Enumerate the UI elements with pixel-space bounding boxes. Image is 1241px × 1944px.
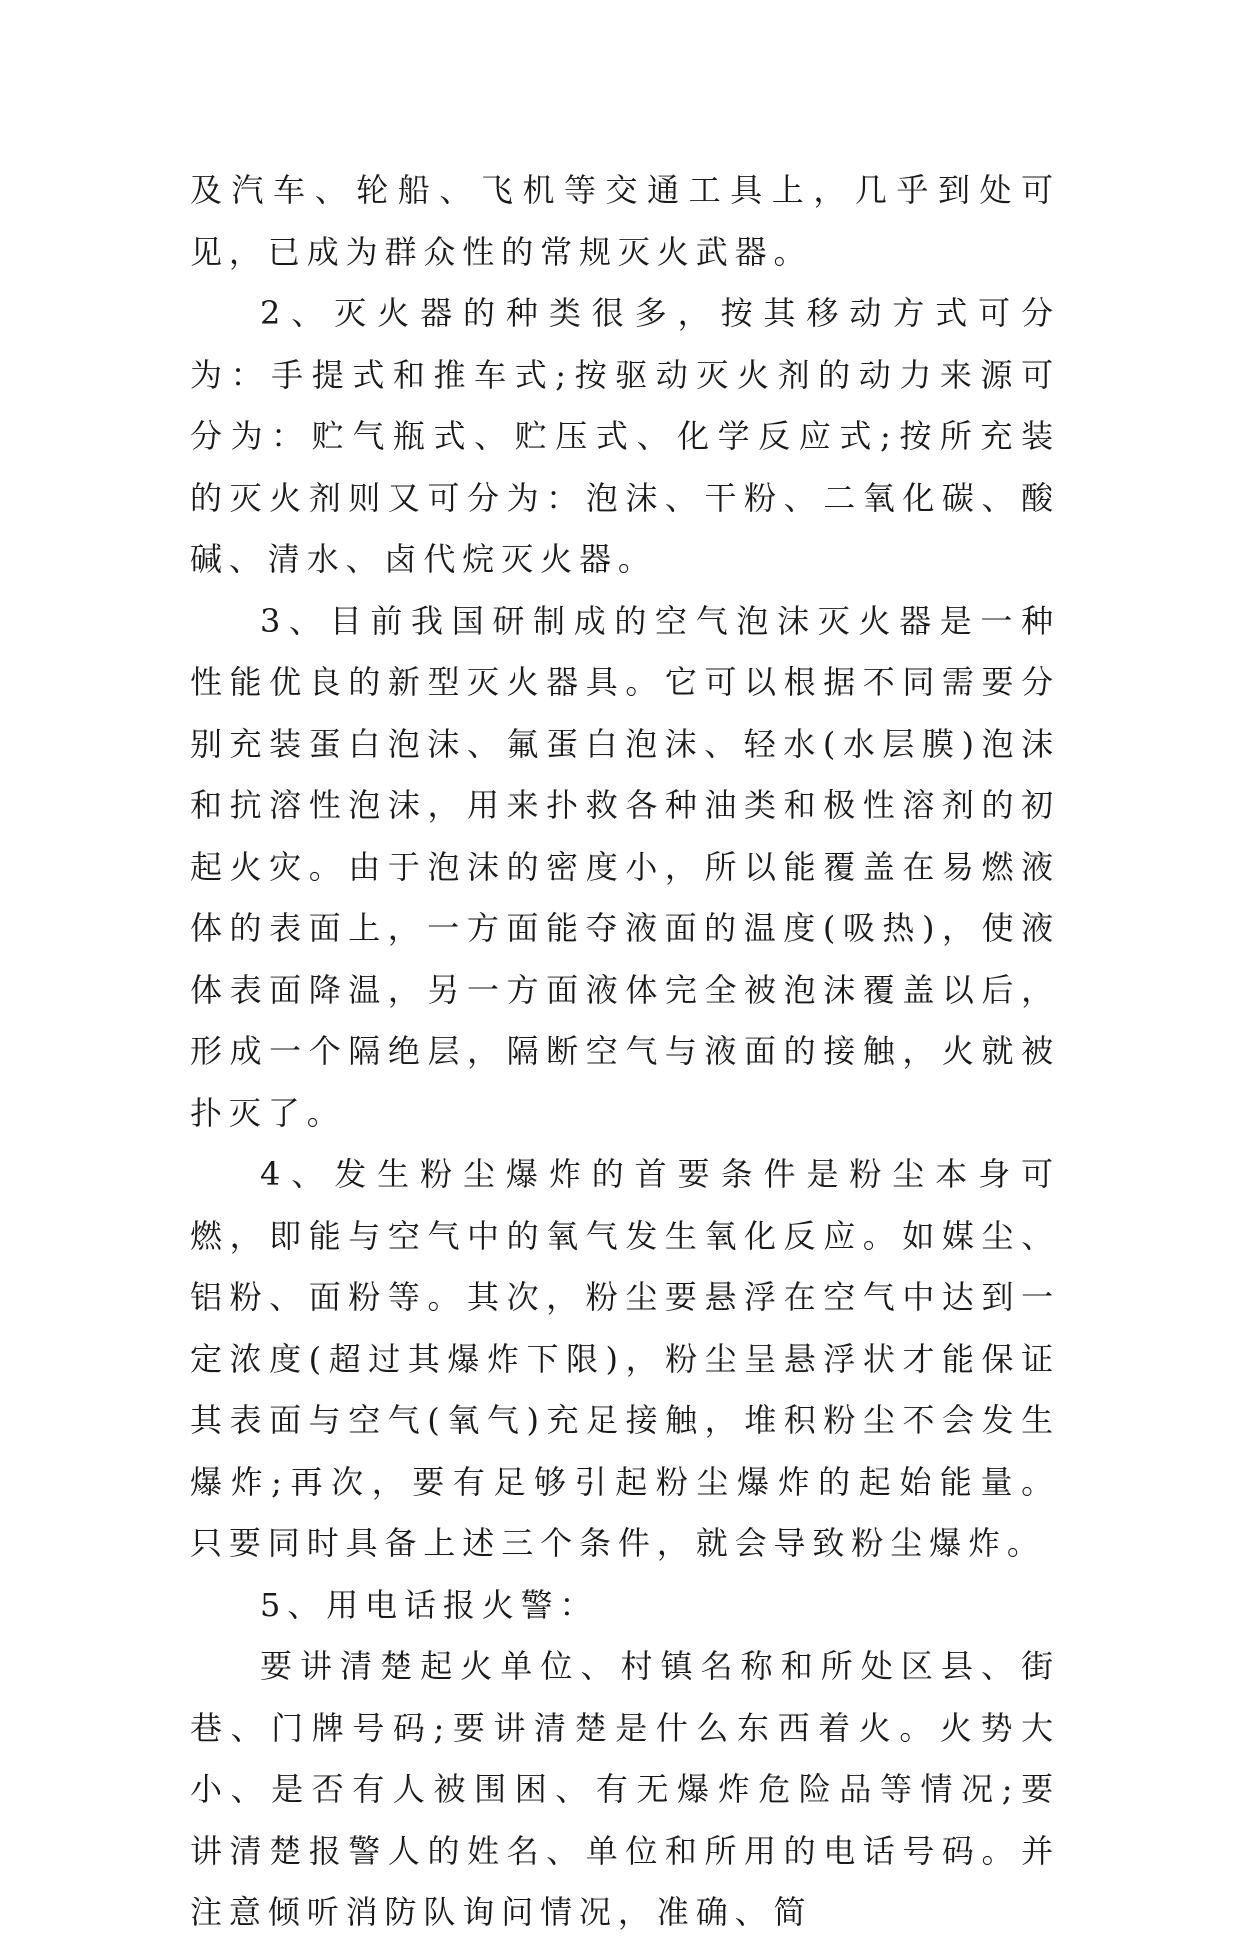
paragraph-continuation: 及汽车、轮船、飞机等交通工具上，几乎到处可见，已成为群众性的常规灭火武器。 (190, 171, 1060, 271)
paragraph-item-5-detail: 要讲清楚起火单位、村镇名称和所处区县、街巷、门牌号码;要讲清楚是什么东西着火。火势大小、是否有人被围困、有无爆炸危险品等情况;要讲清楚报警人的姓名、单位和所用的电话号码。并注意倾听消防队询问情况，准确、简 (190, 1647, 1060, 1931)
document-body (190, 160, 1060, 1944)
paragraph-item-4: 4、发生粉尘爆炸的首要条件是粉尘本身可燃，即能与空气中的氧气发生氧化反应。如媒尘、铝粉、面粉等。其次，粉尘要悬浮在空气中达到一定浓度(超过其爆炸下限)，粉尘呈悬浮状才能保证其表面与空气(氧气)充足接触，堆积粉尘不会发生爆炸;再次，要有足够引起粉尘爆炸的起始能量。只要同时具备上述三个条件，就会导致粉尘爆炸。 (190, 1155, 1060, 1562)
paragraph-item-5-heading: 5、用电话报火警： (260, 1585, 599, 1624)
paragraph-item-3: 3、目前我国研制成的空气泡沫灭火器是一种性能优良的新型灭火器具。它可以根据不同需要分别充装蛋白泡沫、氟蛋白泡沫、轻水(水层膜)泡沫和抗溶性泡沫，用来扑救各种油类和极性溶剂的初起火灾。由于泡沫的密度小，所以能覆盖在易燃液体的表面上，一方面能夺液面的温度(吸热)，使液体表面降温，另一方面液体完全被泡沫覆盖以后，形成一个隔绝层，隔断空气与液面的接触，火就被扑灭了。 (190, 601, 1060, 1132)
paragraph-item-2: 2、灭火器的种类很多，按其移动方式可分为：手提式和推车式;按驱动灭火剂的动力来源可分为：贮气瓶式、贮压式、化学反应式;按所充装的灭火剂则又可分为：泡沫、干粉、二氧化碳、酸碱、清水、卤代烷灭火器。 (190, 294, 1060, 578)
